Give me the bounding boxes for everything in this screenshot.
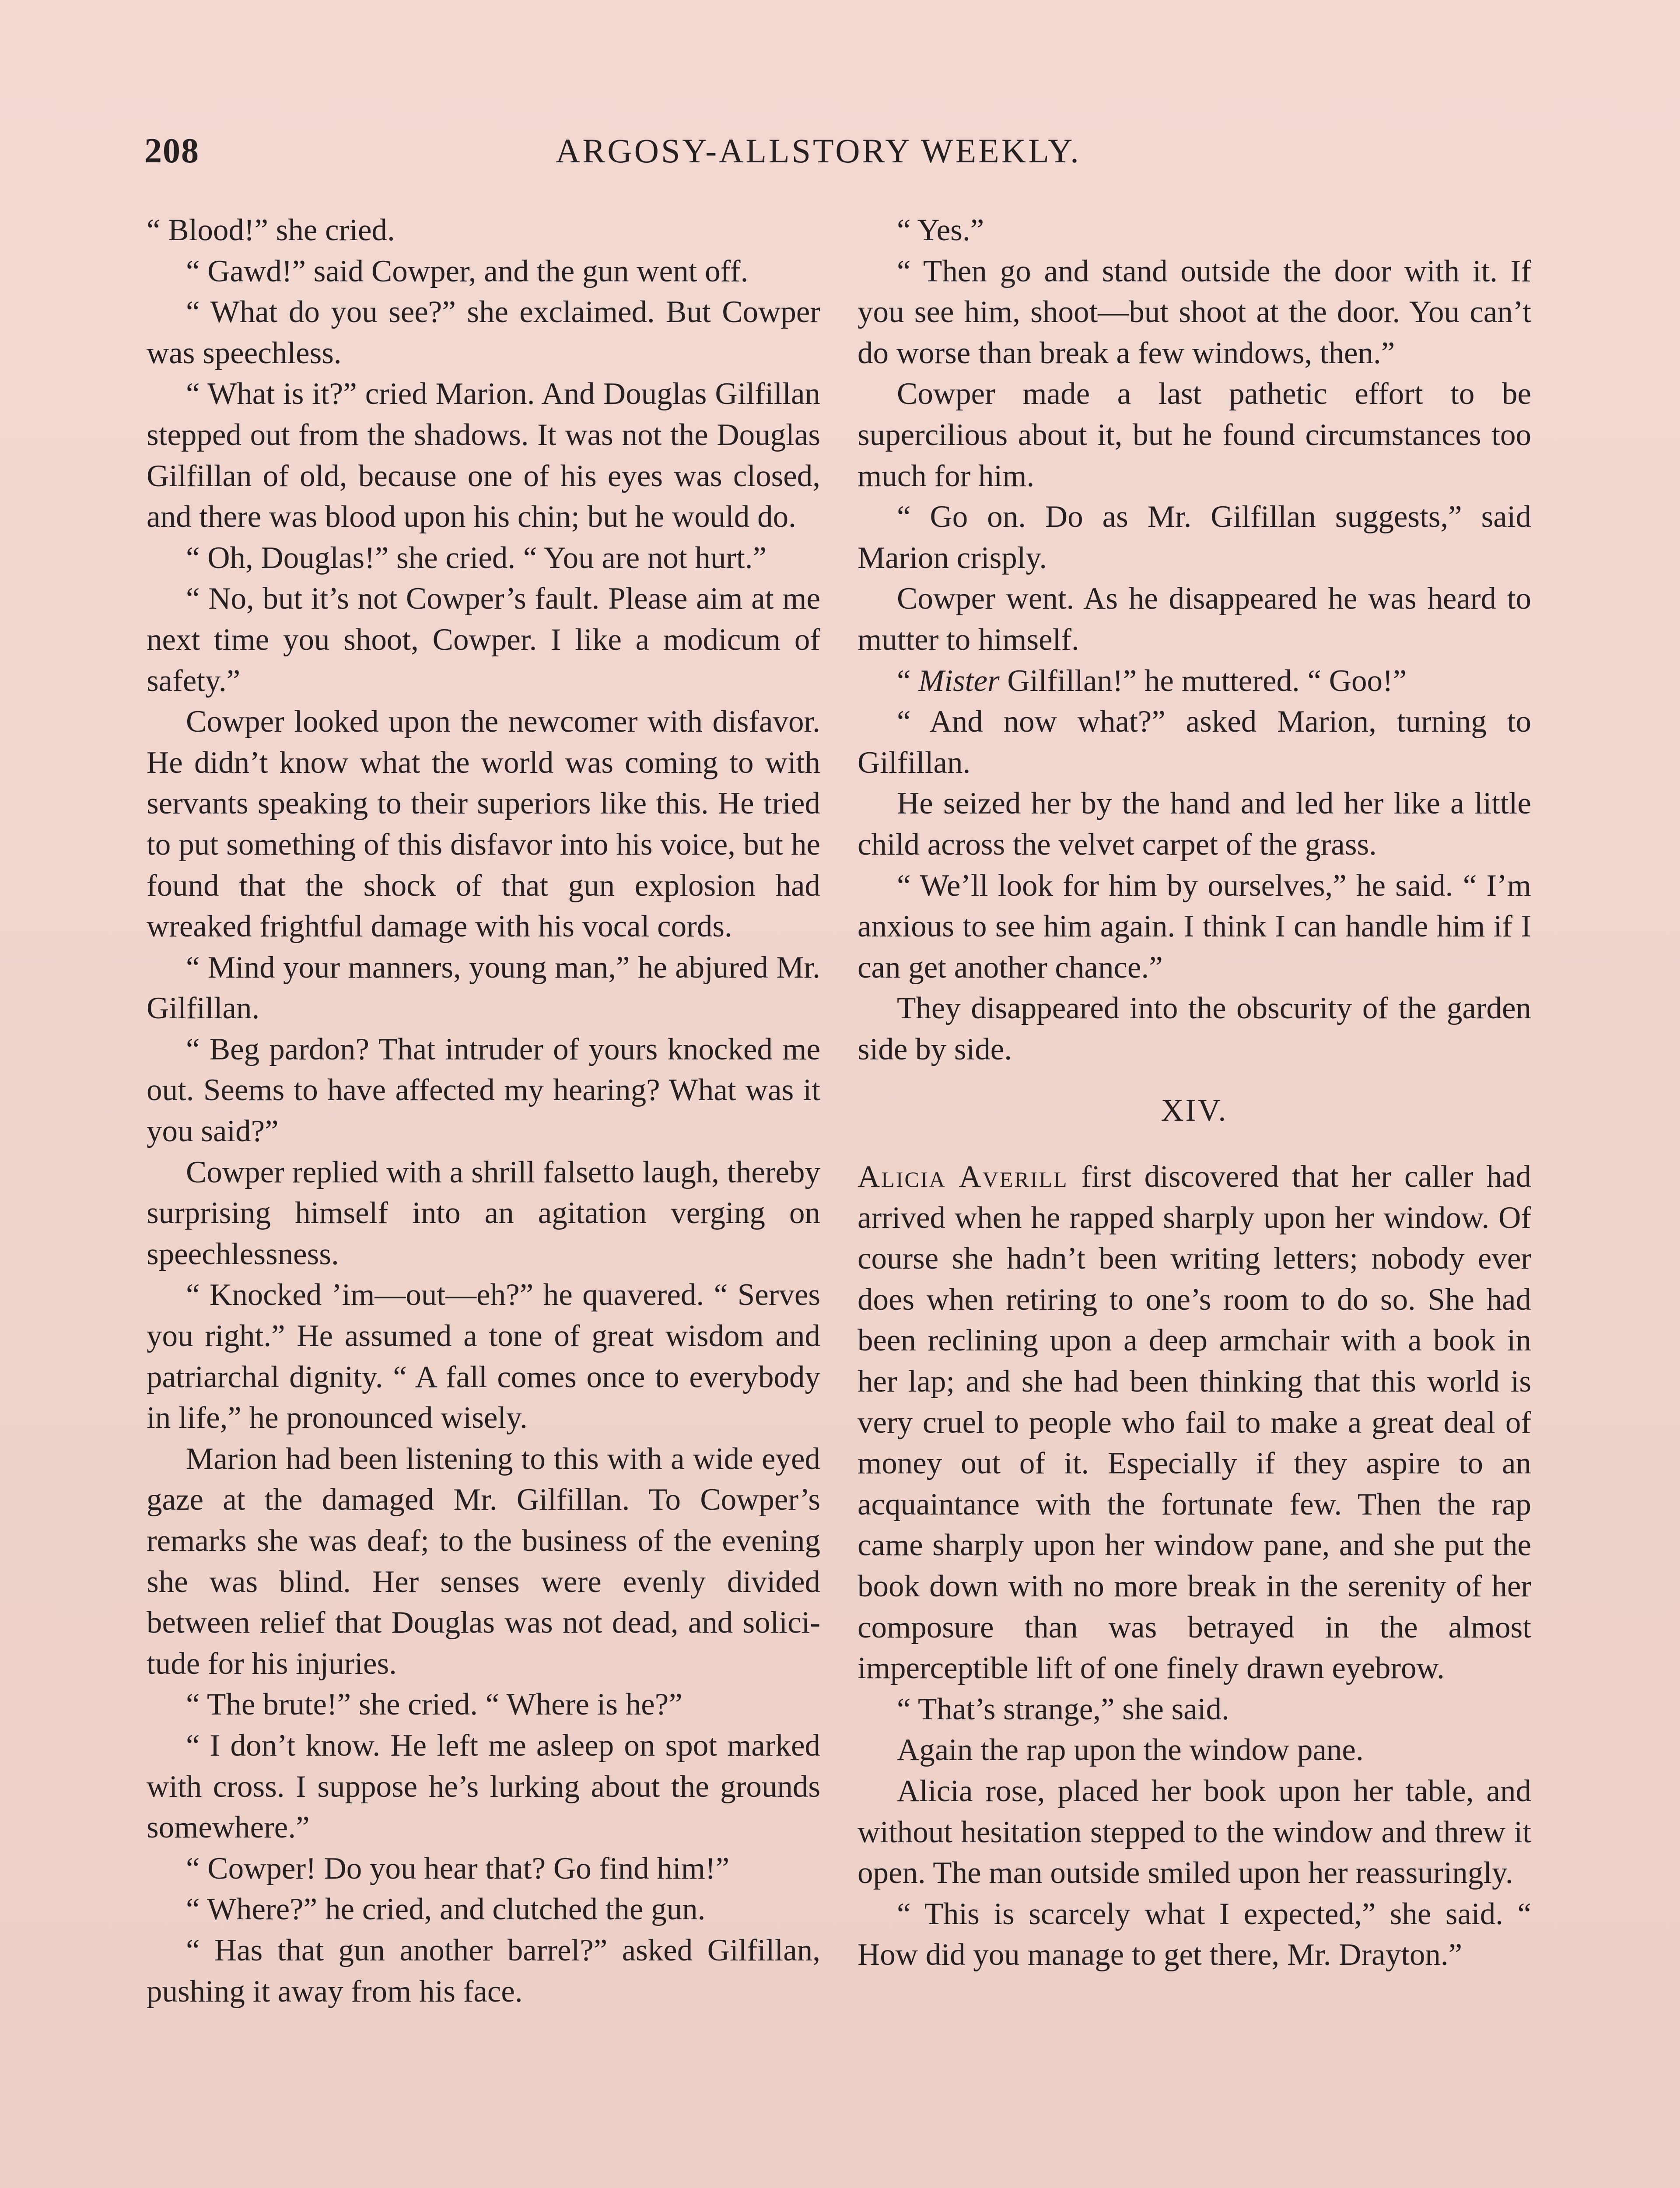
paragraph: “ I don’t know. He left me asleep on spot marked with cross. I suppose he’s lurking about the grounds somewhere.” [147, 1728, 820, 1845]
paragraph: Cowper looked upon the newcomer with disfavor. He didn’t know what the world was coming to with servants speaking to their superiors like this. He tried to put something of this disfavor into his voice, but he found that the shock of that gun explosion had wreaked frightful damage with his vocal cords. [147, 705, 820, 944]
paragraph: “ Beg pardon? That intruder of yours knocked me out. Seems to have affected my hearing? What was it you said?” [147, 1032, 820, 1149]
paragraph: Cowper replied with a shrill falsetto laugh, thereby surprising himself into an agitation verging on speechlessness. [147, 1155, 820, 1271]
page-header [144, 131, 1531, 184]
paragraph: Cowper made a last pathetic effort to be supercilious about it, but he found circumstances too much for him. [858, 377, 1531, 493]
paragraph: “ Knocked ’im—out—eh?” he quavered. “ Serves you right.” He assumed a tone of great wisdom and patriarchal dignity. “ A fall comes once to everybody in life,” he pronounced wisely. [147, 1278, 820, 1435]
smallcaps-name: Alicia Averill [858, 1160, 1068, 1194]
paragraph: They disappeared into the obscurity of the garden side by side. [858, 991, 1531, 1066]
chapter-opening-paragraph [858, 1157, 1531, 1689]
paragraph: Marion had been listening to this with a wide eyed gaze at the damaged Mr. Gilfillan. To Cowper’s remarks she was deaf; to the business of the evening she was blind. Her senses were evenly divided between relief that Douglas was not dead, and solicitude for his injuries. [147, 1441, 820, 1681]
paragraph: “ Cowper! Do you hear that? Go find him!” [186, 1851, 730, 1886]
paragraph: “ The brute!” she cried. “ Where is he?” [186, 1687, 682, 1722]
mister-paragraph [858, 661, 1531, 702]
paragraph: “ We’ll look for him by ourselves,” he said. “ I’m anxious to see him again. I think I can handle him if I can get another chance.” [858, 868, 1531, 985]
paragraph: Cowper went. As he disappeared he was heard to mutter to himself. [858, 582, 1531, 657]
paragraph: “ Mind your manners, young man,” he abjured Mr. Gilfillan. [147, 950, 820, 1026]
right-column [858, 210, 1531, 1976]
paragraph: “ And now what?” asked Marion, turning to Gilfillan. [858, 705, 1531, 780]
chapter-opening-text: first discovered that her caller had arrived when he rapped sharply upon her window. Of course she hadn’t been writing letters; nobody ever does when retiring to one’s room to do so. She had been reclining upon a deep armchair with a book in her lap; and she had been thinking that this world is very cruel to people who fail to make a great deal of money out of it. Especially if they aspire to an acquaintance with the fortunate few. Then the rap came sharply upon her window pane, and she put the book down with no more break in the serenity of her composure than was betrayed in the almost imperceptible lift of one finely drawn eyebrow. [858, 1160, 1531, 1686]
paragraph: “ No, but it’s not Cowper’s fault. Please aim at me next time you shoot, Cowper. I like a modicum of safety.” [147, 582, 820, 698]
running-head: ARGOSY-ALLSTORY WEEKLY. [556, 132, 1081, 170]
paragraph: “ Oh, Douglas!” she cried. “ You are not hurt.” [186, 540, 766, 575]
paragraph: “ Gawd!” said Cowper, and the gun went off. [186, 254, 749, 288]
paragraph: “ Blood!” she cried. [147, 213, 395, 247]
paragraph: “ Yes.” [897, 213, 984, 247]
paragraph: Again the rap upon the window pane. [897, 1733, 1364, 1767]
paragraph: “ What is it?” cried Marion. And Douglas Gilfillan stepped out from the shadows. It was not the Douglas Gilfillan of old, because one of his eyes was closed, and there was blood upon his chin; but he would do. [147, 377, 820, 534]
paragraph: “ Go on. Do as Mr. Gilfillan suggests,” said Marion crisply. [858, 500, 1531, 575]
paragraph: “ This is scarcely what I expected,” she said. “ How did you manage to get there, Mr. Drayton.” [858, 1897, 1531, 1972]
quote-rest: Gilfillan!” he muttered. “ Goo!” [999, 663, 1407, 698]
chapter-heading: XIV. [1161, 1093, 1228, 1128]
left-column [147, 210, 820, 2012]
quote-open: “ [897, 663, 919, 698]
paragraph: He seized her by the hand and led her like a little child across the velvet carpet of the grass. [858, 786, 1531, 862]
paragraph: “ Where?” he cried, and clutched the gun. [186, 1892, 706, 1927]
paragraph: “ What do you see?” she exclaimed. But Cowper was speechless. [147, 295, 820, 370]
paragraph: “ Has that gun another barrel?” asked Gilfillan, pushing it away from his face. [147, 1933, 820, 2009]
paragraph: Alicia rose, placed her book upon her table, and without hesitation stepped to the window and threw it open. The man outside smiled upon her reassuringly. [858, 1774, 1531, 1890]
italic-word: Mister [918, 663, 1000, 698]
paragraph: “ That’s strange,” she said. [897, 1692, 1229, 1726]
paragraph: “ Then go and stand outside the door with it. If you see him, shoot—but shoot at the door. You can’t do worse than break a few windows, then.” [858, 254, 1531, 370]
page-number: 208 [144, 132, 200, 170]
